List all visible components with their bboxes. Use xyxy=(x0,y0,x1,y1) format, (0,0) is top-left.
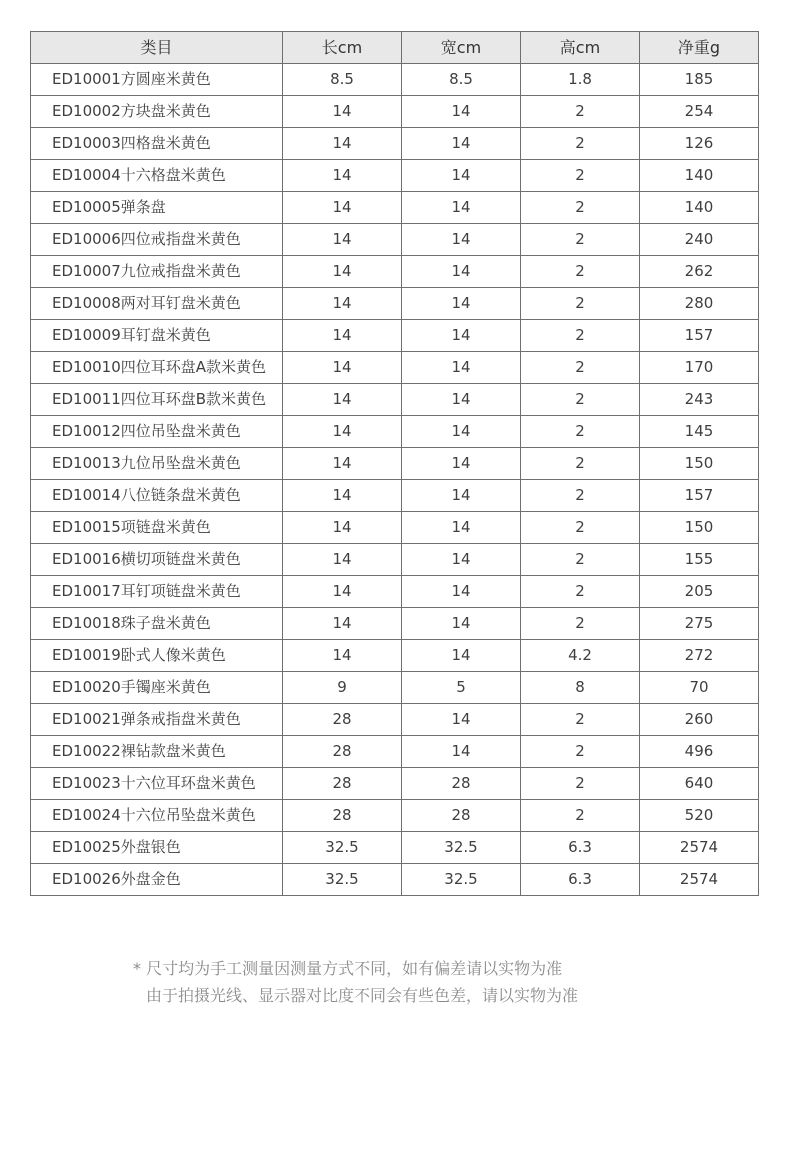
cell-net-weight: 150 xyxy=(640,448,759,480)
table-row xyxy=(31,512,759,544)
cell-height: 2 xyxy=(521,160,640,192)
cell-height: 8 xyxy=(521,672,640,704)
cell-width: 14 xyxy=(402,544,521,576)
cell-width: 14 xyxy=(402,704,521,736)
cell-height: 2 xyxy=(521,704,640,736)
cell-net-weight: 126 xyxy=(640,128,759,160)
header-net-weight: 净重g xyxy=(640,32,759,64)
table-row xyxy=(31,96,759,128)
cell-category: ED10014八位链条盘米黄色 xyxy=(31,480,283,512)
cell-height: 2 xyxy=(521,416,640,448)
table-row xyxy=(31,224,759,256)
cell-height: 2 xyxy=(521,288,640,320)
cell-length: 14 xyxy=(283,96,402,128)
header-category: 类目 xyxy=(31,32,283,64)
cell-category: ED10010四位耳环盘A款米黄色 xyxy=(31,352,283,384)
cell-length: 14 xyxy=(283,544,402,576)
cell-category: ED10008两对耳钉盘米黄色 xyxy=(31,288,283,320)
cell-height: 6.3 xyxy=(521,864,640,896)
table-row xyxy=(31,352,759,384)
cell-height: 2 xyxy=(521,800,640,832)
table-header-row xyxy=(31,32,759,64)
cell-height: 2 xyxy=(521,576,640,608)
cell-width: 14 xyxy=(402,384,521,416)
cell-width: 14 xyxy=(402,640,521,672)
cell-length: 14 xyxy=(283,320,402,352)
cell-category: ED10004十六格盘米黄色 xyxy=(31,160,283,192)
table-row xyxy=(31,704,759,736)
cell-net-weight: 170 xyxy=(640,352,759,384)
table-row xyxy=(31,736,759,768)
cell-net-weight: 145 xyxy=(640,416,759,448)
cell-width: 14 xyxy=(402,576,521,608)
cell-length: 8.5 xyxy=(283,64,402,96)
cell-height: 2 xyxy=(521,320,640,352)
cell-category: ED10005弹条盘 xyxy=(31,192,283,224)
cell-category: ED10013九位吊坠盘米黄色 xyxy=(31,448,283,480)
cell-width: 14 xyxy=(402,288,521,320)
cell-height: 2 xyxy=(521,448,640,480)
cell-category: ED10021弹条戒指盘米黄色 xyxy=(31,704,283,736)
cell-net-weight: 155 xyxy=(640,544,759,576)
cell-width: 14 xyxy=(402,128,521,160)
cell-net-weight: 185 xyxy=(640,64,759,96)
cell-height: 6.3 xyxy=(521,832,640,864)
table-row xyxy=(31,864,759,896)
header-height: 高cm xyxy=(521,32,640,64)
cell-net-weight: 157 xyxy=(640,320,759,352)
cell-height: 2 xyxy=(521,256,640,288)
cell-category: ED10016横切项链盘米黄色 xyxy=(31,544,283,576)
cell-net-weight: 260 xyxy=(640,704,759,736)
cell-height: 2 xyxy=(521,96,640,128)
cell-width: 14 xyxy=(402,512,521,544)
table-row xyxy=(31,416,759,448)
cell-category: ED10023十六位耳环盘米黄色 xyxy=(31,768,283,800)
cell-height: 4.2 xyxy=(521,640,640,672)
note-line-2: 由于拍摄光线、显示器对比度不同会有些色差，请以实物为准 xyxy=(146,986,579,1005)
cell-length: 14 xyxy=(283,128,402,160)
cell-length: 14 xyxy=(283,256,402,288)
cell-category: ED10020手镯座米黄色 xyxy=(31,672,283,704)
cell-width: 14 xyxy=(402,608,521,640)
cell-category: ED10025外盘银色 xyxy=(31,832,283,864)
cell-category: ED10017耳钉项链盘米黄色 xyxy=(31,576,283,608)
cell-height: 2 xyxy=(521,544,640,576)
cell-width: 8.5 xyxy=(402,64,521,96)
cell-width: 14 xyxy=(402,96,521,128)
cell-net-weight: 262 xyxy=(640,256,759,288)
cell-length: 28 xyxy=(283,736,402,768)
table-row xyxy=(31,384,759,416)
cell-length: 14 xyxy=(283,480,402,512)
cell-width: 32.5 xyxy=(402,832,521,864)
cell-net-weight: 520 xyxy=(640,800,759,832)
cell-height: 2 xyxy=(521,352,640,384)
cell-length: 28 xyxy=(283,768,402,800)
table-row xyxy=(31,672,759,704)
cell-width: 28 xyxy=(402,768,521,800)
cell-width: 5 xyxy=(402,672,521,704)
cell-category: ED10019卧式人像米黄色 xyxy=(31,640,283,672)
cell-net-weight: 243 xyxy=(640,384,759,416)
cell-width: 14 xyxy=(402,160,521,192)
cell-width: 14 xyxy=(402,192,521,224)
cell-length: 14 xyxy=(283,608,402,640)
cell-height: 2 xyxy=(521,512,640,544)
cell-net-weight: 140 xyxy=(640,160,759,192)
cell-length: 14 xyxy=(283,288,402,320)
cell-length: 14 xyxy=(283,192,402,224)
cell-height: 1.8 xyxy=(521,64,640,96)
table-row xyxy=(31,128,759,160)
cell-width: 14 xyxy=(402,224,521,256)
cell-net-weight: 2574 xyxy=(640,832,759,864)
cell-length: 14 xyxy=(283,160,402,192)
cell-category: ED10009耳钉盘米黄色 xyxy=(31,320,283,352)
cell-net-weight: 254 xyxy=(640,96,759,128)
cell-width: 14 xyxy=(402,448,521,480)
header-length: 长cm xyxy=(283,32,402,64)
cell-net-weight: 2574 xyxy=(640,864,759,896)
table-row xyxy=(31,192,759,224)
cell-height: 2 xyxy=(521,768,640,800)
cell-net-weight: 240 xyxy=(640,224,759,256)
cell-category: ED10015项链盘米黄色 xyxy=(31,512,283,544)
table-row xyxy=(31,448,759,480)
cell-width: 14 xyxy=(402,480,521,512)
cell-height: 2 xyxy=(521,384,640,416)
cell-length: 14 xyxy=(283,384,402,416)
header-width: 宽cm xyxy=(402,32,521,64)
cell-length: 14 xyxy=(283,416,402,448)
cell-net-weight: 70 xyxy=(640,672,759,704)
product-spec-table xyxy=(30,31,759,896)
cell-net-weight: 150 xyxy=(640,512,759,544)
cell-net-weight: 205 xyxy=(640,576,759,608)
table-row xyxy=(31,288,759,320)
table-row xyxy=(31,640,759,672)
table-row xyxy=(31,800,759,832)
cell-length: 14 xyxy=(283,512,402,544)
cell-width: 28 xyxy=(402,800,521,832)
cell-category: ED10026外盘金色 xyxy=(31,864,283,896)
table-row xyxy=(31,608,759,640)
cell-category: ED10006四位戒指盘米黄色 xyxy=(31,224,283,256)
cell-category: ED10003四格盘米黄色 xyxy=(31,128,283,160)
cell-length: 14 xyxy=(283,576,402,608)
cell-net-weight: 140 xyxy=(640,192,759,224)
cell-height: 2 xyxy=(521,224,640,256)
cell-category: ED10001方圆座米黄色 xyxy=(31,64,283,96)
cell-length: 28 xyxy=(283,704,402,736)
cell-length: 32.5 xyxy=(283,864,402,896)
cell-width: 14 xyxy=(402,736,521,768)
cell-width: 14 xyxy=(402,416,521,448)
table-row xyxy=(31,160,759,192)
cell-net-weight: 496 xyxy=(640,736,759,768)
cell-height: 2 xyxy=(521,608,640,640)
table-row xyxy=(31,320,759,352)
cell-net-weight: 280 xyxy=(640,288,759,320)
note-line-1: * 尺寸均为手工测量因测量方式不同，如有偏差请以实物为准 xyxy=(133,959,563,978)
cell-net-weight: 272 xyxy=(640,640,759,672)
cell-category: ED10022裸钻款盘米黄色 xyxy=(31,736,283,768)
cell-net-weight: 640 xyxy=(640,768,759,800)
table-row xyxy=(31,544,759,576)
cell-length: 14 xyxy=(283,224,402,256)
cell-category: ED10011四位耳环盘B款米黄色 xyxy=(31,384,283,416)
cell-length: 9 xyxy=(283,672,402,704)
table-row xyxy=(31,256,759,288)
cell-height: 2 xyxy=(521,192,640,224)
cell-width: 14 xyxy=(402,256,521,288)
cell-width: 14 xyxy=(402,320,521,352)
table-row xyxy=(31,832,759,864)
cell-net-weight: 157 xyxy=(640,480,759,512)
cell-category: ED10012四位吊坠盘米黄色 xyxy=(31,416,283,448)
cell-length: 14 xyxy=(283,352,402,384)
table-row xyxy=(31,480,759,512)
cell-length: 28 xyxy=(283,800,402,832)
cell-width: 14 xyxy=(402,352,521,384)
table-body xyxy=(31,64,759,896)
cell-category: ED10024十六位吊坠盘米黄色 xyxy=(31,800,283,832)
cell-category: ED10018珠子盘米黄色 xyxy=(31,608,283,640)
table-row xyxy=(31,768,759,800)
cell-width: 32.5 xyxy=(402,864,521,896)
cell-length: 32.5 xyxy=(283,832,402,864)
table-row xyxy=(31,64,759,96)
cell-length: 14 xyxy=(283,640,402,672)
table-row xyxy=(31,576,759,608)
cell-height: 2 xyxy=(521,736,640,768)
cell-height: 2 xyxy=(521,128,640,160)
cell-net-weight: 275 xyxy=(640,608,759,640)
cell-length: 14 xyxy=(283,448,402,480)
cell-category: ED10002方块盘米黄色 xyxy=(31,96,283,128)
measurement-note xyxy=(133,955,753,1009)
cell-category: ED10007九位戒指盘米黄色 xyxy=(31,256,283,288)
cell-height: 2 xyxy=(521,480,640,512)
